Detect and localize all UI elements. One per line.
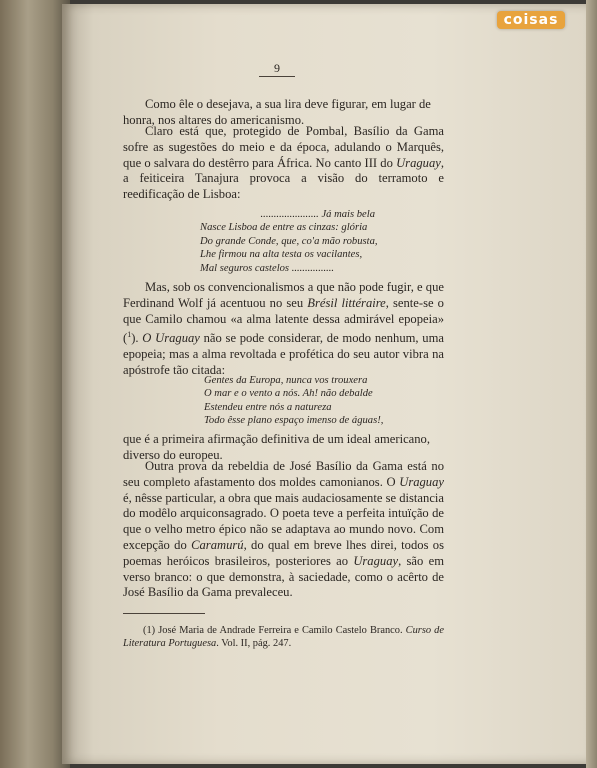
poem-1-line: Nasce Lisboa de entre as cinzas: glória [200, 222, 368, 234]
right-page-edge [586, 0, 597, 768]
paragraph-3-text [123, 280, 444, 379]
paragraph-5-text [123, 459, 444, 601]
poem-1-line: Lhe firmou na alta testa os vacilantes, [200, 249, 363, 261]
work-title-caramuru: Caramurú [191, 537, 244, 552]
paragraph-3-part-a: Mas, sob os convencionalismos a que não pode fugir, e que Ferdinand Wolf já acentuou no seu [123, 280, 444, 310]
poem-2-line: Gentes da Europa, nunca vos trouxera [204, 375, 368, 386]
paragraph-2-part-a: Claro está que, protegido de Pombal, Basílio da Gama sofre as sugestões do meio e da época, adulando o Marquês, que o salvara do destêrro para África. No canto [123, 124, 444, 170]
canto-number: III [364, 155, 378, 170]
poem-1-line: Do grande Conde, que, co'a mão robusta, [200, 235, 378, 247]
paragraph-2-part-b: do [377, 155, 397, 170]
page-number: 9 [274, 61, 280, 75]
work-title-uraguay: Uraguay [353, 553, 399, 568]
work-title-o-uraguay: O Uraguay [142, 331, 200, 346]
paragraph-5 [123, 459, 444, 601]
footnote-book-title: Curso de Literatura Portuguesa [123, 625, 444, 650]
footnote-ref: 1 [127, 330, 132, 340]
paragraph-2-part-c: , a feiticeira Tanajura provoca a visão do terramoto e reedificação de Lisboa: [123, 155, 445, 202]
paragraph-5-part-b: é, nêsse particular, a obra que mais audaciosamente se distancia do modêlo arquiconsagrado. O poeta teve a perfeita intuïção de que o velho metro épico não se adaptava ao mundo novo. Com excepção do [123, 490, 444, 552]
left-page-edge [0, 0, 70, 768]
poem-1-line: Mal seguros castelos ................ [200, 262, 335, 274]
paragraph-3-part-d: não se pode considerar, de modo nenhum, uma epopeia; mas a alma revoltada e profética do seu autor vibra na apóstrofe tão citada: [123, 331, 444, 378]
page-number-rule [259, 76, 295, 77]
poem-1-line: ...................... Já mais bela [260, 209, 375, 220]
footnote-rule [123, 613, 205, 614]
paragraph-3 [123, 280, 444, 379]
paragraph-3-part-b: , sente-se o que Camilo chamou «a alma latente dessa admirável epopeia» ( [123, 295, 444, 346]
footnote-part-b: . Vol. II, pág. 247. [216, 638, 292, 650]
work-title-uraguay: Uraguay [399, 474, 444, 489]
paragraph-4-text: que é a primeira afirmação definitiva de um ideal americano, diverso do europeu. [123, 432, 430, 462]
footnote-part-a: (1) José Maria de Andrade Ferreira e Camilo Castelo Branco. [143, 625, 406, 636]
footnote [123, 624, 444, 651]
book-title-bresil: Brésil littéraire [307, 295, 386, 310]
paragraph-3-part-c: ). [131, 331, 143, 346]
paragraph-5-part-c: , do qual em breve lhes direi, todos os poemas heróicos brasileiros, posteriores ao [123, 537, 444, 568]
poem-quote-2 [204, 374, 404, 428]
paragraph-2-text [123, 124, 444, 203]
footnote-text [123, 624, 444, 651]
poem-2-line: O mar e o vento a nós. Ah! não debalde [204, 388, 373, 400]
paragraph-5-part-a: Outra prova da rebeldia de José Basílio da Gama está no seu completo afastamento dos moldes camonianos. O [123, 459, 444, 489]
paragraph-5-part-d: , são em verso branco: o que demonstra, à saciedade, como o acêrto de José Basílio da Gama prevaleceu. [123, 553, 444, 600]
poem-quote-1 [200, 208, 378, 275]
watermark-logo: coisas [497, 11, 565, 29]
work-title-uraguay: Uraguay [396, 155, 441, 170]
poem-2-line: Estendeu entre nós a natureza [204, 401, 332, 413]
paragraph-2 [123, 124, 444, 203]
poem-2-line: Todo êsse plano espaço imenso de águas!, [204, 415, 384, 427]
paragraph-1-text: Como êle o desejava, a sua lira deve figurar, em lugar de honra, nos altares do americanismo. [123, 97, 431, 127]
